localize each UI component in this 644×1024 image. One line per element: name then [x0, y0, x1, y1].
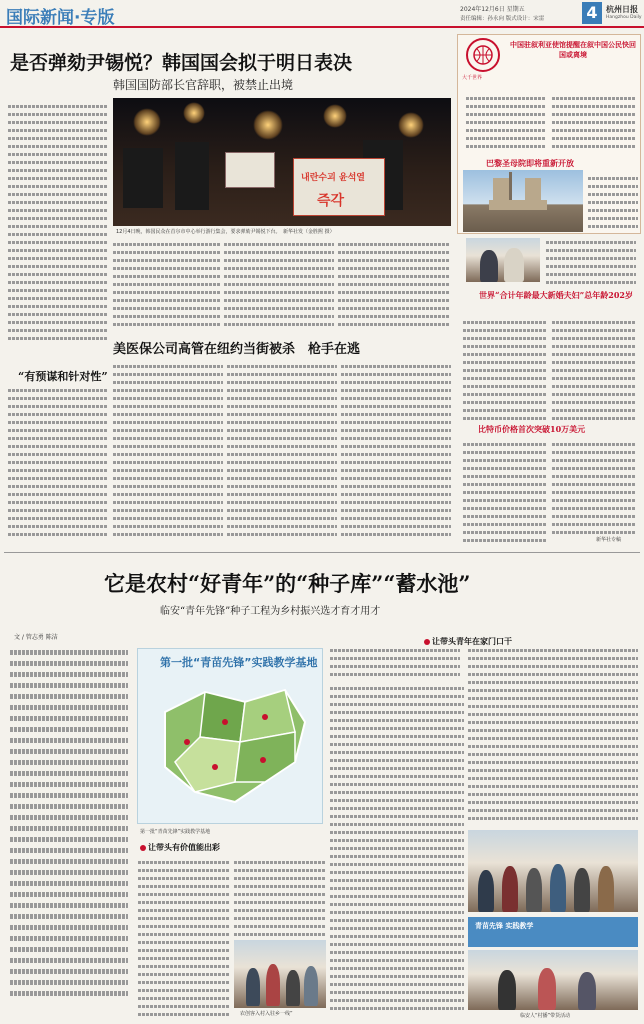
youth-column-4 — [330, 682, 464, 1016]
usa-column-2 — [227, 360, 337, 544]
livestream-photo — [468, 950, 638, 1010]
editor-credits: 责任编辑：孙永向 版式设计：宋雷 — [460, 16, 545, 22]
syria-column-2 — [552, 92, 636, 148]
youth-column-3 — [234, 856, 326, 938]
korea-column-5 — [8, 384, 108, 544]
age-column-2 — [552, 316, 636, 420]
paper-masthead: 杭州日报 — [606, 4, 638, 14]
korea-column-3 — [224, 238, 334, 330]
sidebar-source-note: 新华社专稿 — [596, 537, 622, 543]
youth-column-5 — [468, 644, 638, 826]
village-photo-caption: 农创客入村入驻乡一线” — [240, 1011, 293, 1017]
village-photo — [234, 940, 326, 1008]
usa-column-3 — [341, 360, 451, 544]
practice-banner-text: 青苗先锋 实践教学 — [475, 922, 534, 930]
bitcoin-headline: 比特币价格首次突破10万美元 — [478, 424, 586, 434]
newlyweds-photo — [466, 238, 540, 282]
youth-group-photo — [468, 830, 638, 912]
sidebar-emblem-label: 大千世界 — [462, 75, 483, 81]
map-title: 第一批“青苗先锋”实践教学基地 — [160, 656, 318, 669]
livestream-caption: 临安人“村播”带货活动 — [520, 1013, 571, 1019]
korea-subhead: 韩国国防部长官辞职，被禁止出境 — [113, 78, 294, 92]
publication-date: 2024年12月6日 星期五 — [460, 6, 525, 13]
korea-photo-caption: 12月4日晚，韩国民众在首尔市中心举行游行集会，要求弹劾尹锡悦下台。 新华社发（金胜熙 摄） — [116, 229, 335, 235]
notre-dame-photo — [463, 170, 583, 232]
paper-masthead-sub: Hangzhou Daily — [606, 15, 642, 20]
youth-column-2 — [138, 856, 230, 1016]
usa-headline: 美医保公司高管在纽约当街被杀 枪手在逃 — [113, 342, 361, 357]
youth-byline: 文 / 管志勇 陈洁 — [14, 634, 58, 641]
page-number: 4 — [582, 2, 602, 24]
age-headline: 世界“合计年龄最大新婚夫妇”总年龄202岁 — [479, 290, 633, 300]
age-column-1 — [463, 316, 547, 420]
syria-headline: 中国驻叙利亚使馆提醒在叙中国公民快回国或离境 — [510, 40, 636, 59]
bullet-dot-icon — [140, 845, 146, 851]
youth-headline: 它是农村“好青年”的“种子库”“蓄水池” — [104, 571, 471, 596]
youth-lead-column — [10, 644, 128, 1016]
korea-protest-photo — [113, 98, 451, 226]
lin-an-district-map-graphic — [145, 672, 315, 816]
bullet-dot-icon — [424, 639, 430, 645]
korea-subsection-heading: “有预谋和针对性” — [18, 370, 108, 383]
page-header — [0, 0, 644, 28]
protest-sign-text-2: 즉각 — [317, 193, 345, 209]
youth-column-4-intro — [330, 644, 460, 680]
korea-column-1 — [8, 100, 108, 348]
map-caption: 第一批“青苗先锋”实践教学基地 — [140, 829, 211, 835]
youth-section-heading-1: 让带头有价值能出彩 — [140, 842, 220, 853]
notre-dame-headline: 巴黎圣母院即将重新开放 — [486, 158, 574, 168]
korea-headline: 是否弹劾尹锡悦？韩国国会拟于明日表决 — [10, 52, 353, 74]
youth-subhead: 临安“青年先锋”种子工程为乡村振兴选才育才用才 — [160, 606, 381, 617]
bitcoin-column-2 — [552, 438, 636, 534]
section-title: 国际新闻·专版 — [6, 8, 115, 28]
notre-dame-column-2 — [546, 236, 636, 284]
protest-sign-text: 내란수괴 윤석열 — [301, 173, 365, 183]
korea-column-2 — [113, 238, 220, 330]
notre-dame-column — [588, 172, 638, 234]
syria-column-1 — [466, 92, 546, 148]
bitcoin-column-1 — [463, 438, 547, 542]
section-divider — [4, 552, 640, 553]
korea-column-4 — [338, 238, 450, 330]
youth-section-heading-2: 让带头青年在家门口干 — [424, 636, 512, 647]
usa-column-1 — [113, 360, 223, 544]
globe-emblem-icon — [466, 38, 500, 72]
